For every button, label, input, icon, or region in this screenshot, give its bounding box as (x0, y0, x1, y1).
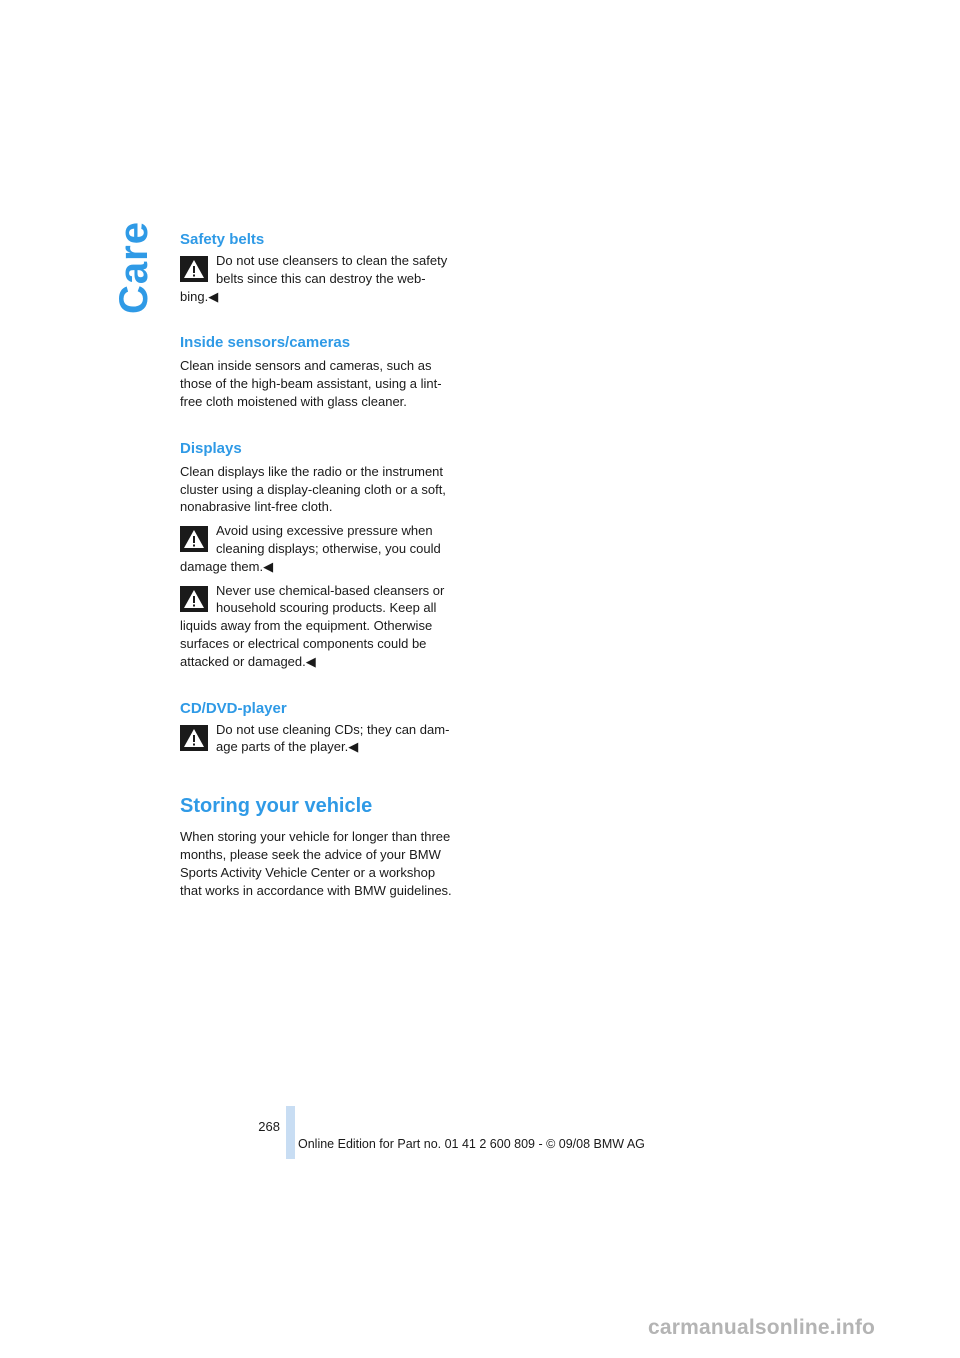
section-heading-safety-belts: Safety belts (180, 231, 265, 248)
warning-triangle-icon (180, 526, 208, 552)
warning-line: belts since this can destroy the web- (216, 270, 426, 286)
body-line: nonabrasive lint-free cloth. (180, 499, 333, 515)
section-heading-inside-sensors: Inside sensors/cameras (180, 334, 351, 352)
watermark: carmanualsonline.info (648, 1316, 876, 1339)
body-line: When storing your vehicle for longer than three (180, 829, 451, 845)
warning-line: Do not use cleaning CDs; they can dam- (216, 721, 450, 737)
warning-line: bing.◀ (180, 288, 219, 304)
warning-triangle-icon (180, 586, 208, 612)
warning-safety-belts (180, 252, 472, 305)
warning-line: liquids away from the equipment. Otherwise (180, 618, 433, 634)
warning-displays-pressure (180, 522, 472, 575)
warning-line: age parts of the player.◀ (216, 739, 359, 755)
body-line: cluster using a display-cleaning cloth or a soft, (180, 481, 446, 497)
body-line: free cloth moistened with glass cleaner. (180, 393, 407, 409)
warning-line: cleaning displays; otherwise, you could (216, 540, 441, 556)
chapter-title: Care (111, 220, 156, 314)
warning-line: Avoid using excessive pressure when (216, 523, 433, 539)
chapter-tab (111, 220, 156, 314)
warning-triangle-icon (180, 725, 208, 751)
section-heading-storing: Storing your vehicle (180, 795, 373, 818)
section-heading-displays: Displays (180, 439, 242, 457)
page-content (180, 228, 472, 899)
page-number: 268 (258, 1119, 280, 1134)
warning-displays-cleansers (180, 582, 472, 671)
warning-line: attacked or damaged.◀ (180, 653, 316, 669)
section-heading-cd-dvd: CD/DVD-player (180, 699, 287, 717)
warning-triangle-icon (180, 256, 208, 282)
footer-edition: Online Edition for Part no. 01 41 2 600 809 - © 09/08 BMW AG (298, 1137, 645, 1151)
warning-cd-dvd (180, 721, 472, 757)
warning-line: Do not use cleansers to clean the safety (216, 253, 448, 268)
body-line: months, please seek the advice of your BMW (180, 846, 441, 862)
footer-accent-bar (286, 1106, 295, 1159)
body-line: those of the high-beam assistant, using a lint- (180, 376, 442, 392)
body-line: Sports Activity Vehicle Center or a workshop (180, 864, 436, 880)
warning-line: household scouring products. Keep all (216, 600, 437, 616)
body-line: Clean displays like the radio or the instrument (180, 463, 444, 479)
body-line: Clean inside sensors and cameras, such as (180, 358, 432, 374)
body-line: that works in accordance with BMW guidelines. (180, 882, 452, 898)
warning-line: damage them.◀ (180, 558, 274, 574)
warning-line: Never use chemical-based cleansers or (216, 582, 445, 598)
warning-line: surfaces or electrical components could be (180, 635, 427, 651)
